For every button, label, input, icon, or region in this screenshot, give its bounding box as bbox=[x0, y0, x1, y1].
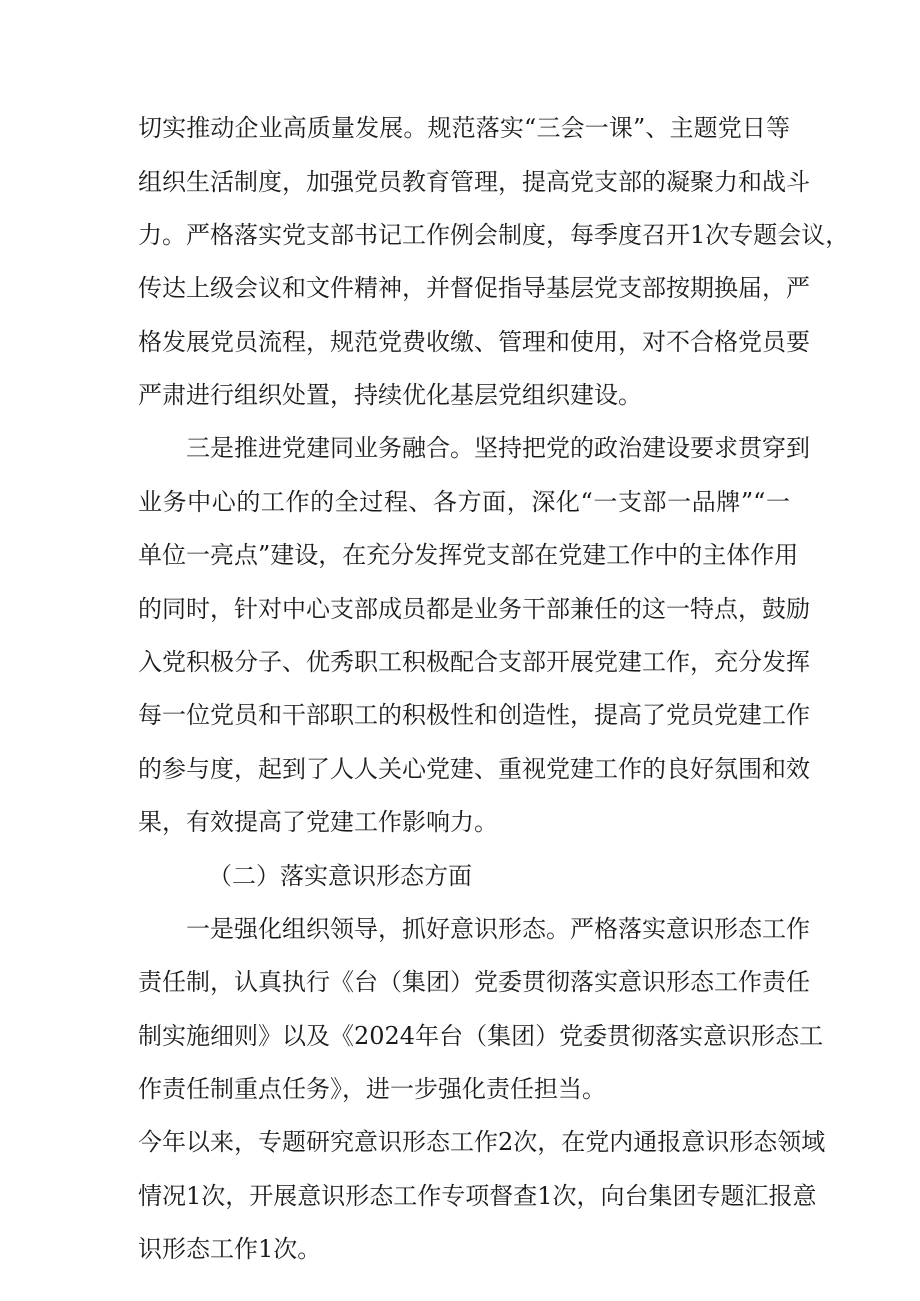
text-line: 切实推动企业高质量发展。规范落实“三会一课”、主题党日等 bbox=[138, 114, 790, 142]
text-line: 入党积极分子、优秀职工积极配合支部开展党建工作，充分发挥 bbox=[138, 648, 810, 676]
text-line: 力。严格落实党支部书记工作例会制度，每季度召开1次专题会议， bbox=[138, 221, 850, 249]
paragraph-start-line: 一是强化组织领导，抓好意识形态。严格落实意识形态工作 bbox=[186, 915, 810, 943]
text-line: 单位一亮点”建设，在充分发挥党支部在党建工作中的主体作用 bbox=[138, 541, 799, 569]
text-line: 组织生活制度，加强党员教育管理，提高党支部的凝聚力和战斗 bbox=[138, 168, 810, 196]
text-line: 格发展党员流程，规范党费收缴、管理和使用，对不合格党员要 bbox=[138, 328, 810, 356]
text-line: 果，有效提高了党建工作影响力。 bbox=[138, 808, 498, 836]
text-line: 责任制，认真执行《台（集团）党委贯彻落实意识形态工作责任 bbox=[138, 968, 810, 996]
text-line: 识形态工作1次。 bbox=[138, 1235, 322, 1263]
text-line: 业务中心的工作的全过程、各方面，深化“一支部一品牌”“一 bbox=[138, 488, 790, 516]
text-line: 的同时，针对中心支部成员都是业务干部兼任的这一特点，鼓励 bbox=[138, 595, 810, 623]
paragraph-start-line: 三是推进党建同业务融合。坚持把党的政治建设要求贯穿到 bbox=[186, 434, 810, 462]
text-line: 今年以来，专题研究意识形态工作2次，在党内通报意识形态领域 bbox=[138, 1128, 826, 1156]
text-line: 每一位党员和干部职工的积极性和创造性，提高了党员党建工作 bbox=[138, 701, 810, 729]
text-line: 情况1次，开展意识形态工作专项督查1次，向台集团专题汇报意 bbox=[138, 1182, 817, 1210]
section-heading: （二）落实意识形态方面 bbox=[208, 862, 472, 890]
text-line: 严肃进行组织处置，持续优化基层党组织建设。 bbox=[138, 381, 642, 409]
text-line: 制实施细则》以及《2024年台（集团）党委贯彻落实意识形态工 bbox=[138, 1022, 824, 1050]
text-line: 传达上级会议和文件精神，并督促指导基层党支部按期换届，严 bbox=[138, 274, 810, 302]
text-line: 的参与度，起到了人人关心党建、重视党建工作的良好氛围和效 bbox=[138, 755, 810, 783]
text-line: 作责任制重点任务》，进一步强化责任担当。 bbox=[138, 1075, 606, 1103]
